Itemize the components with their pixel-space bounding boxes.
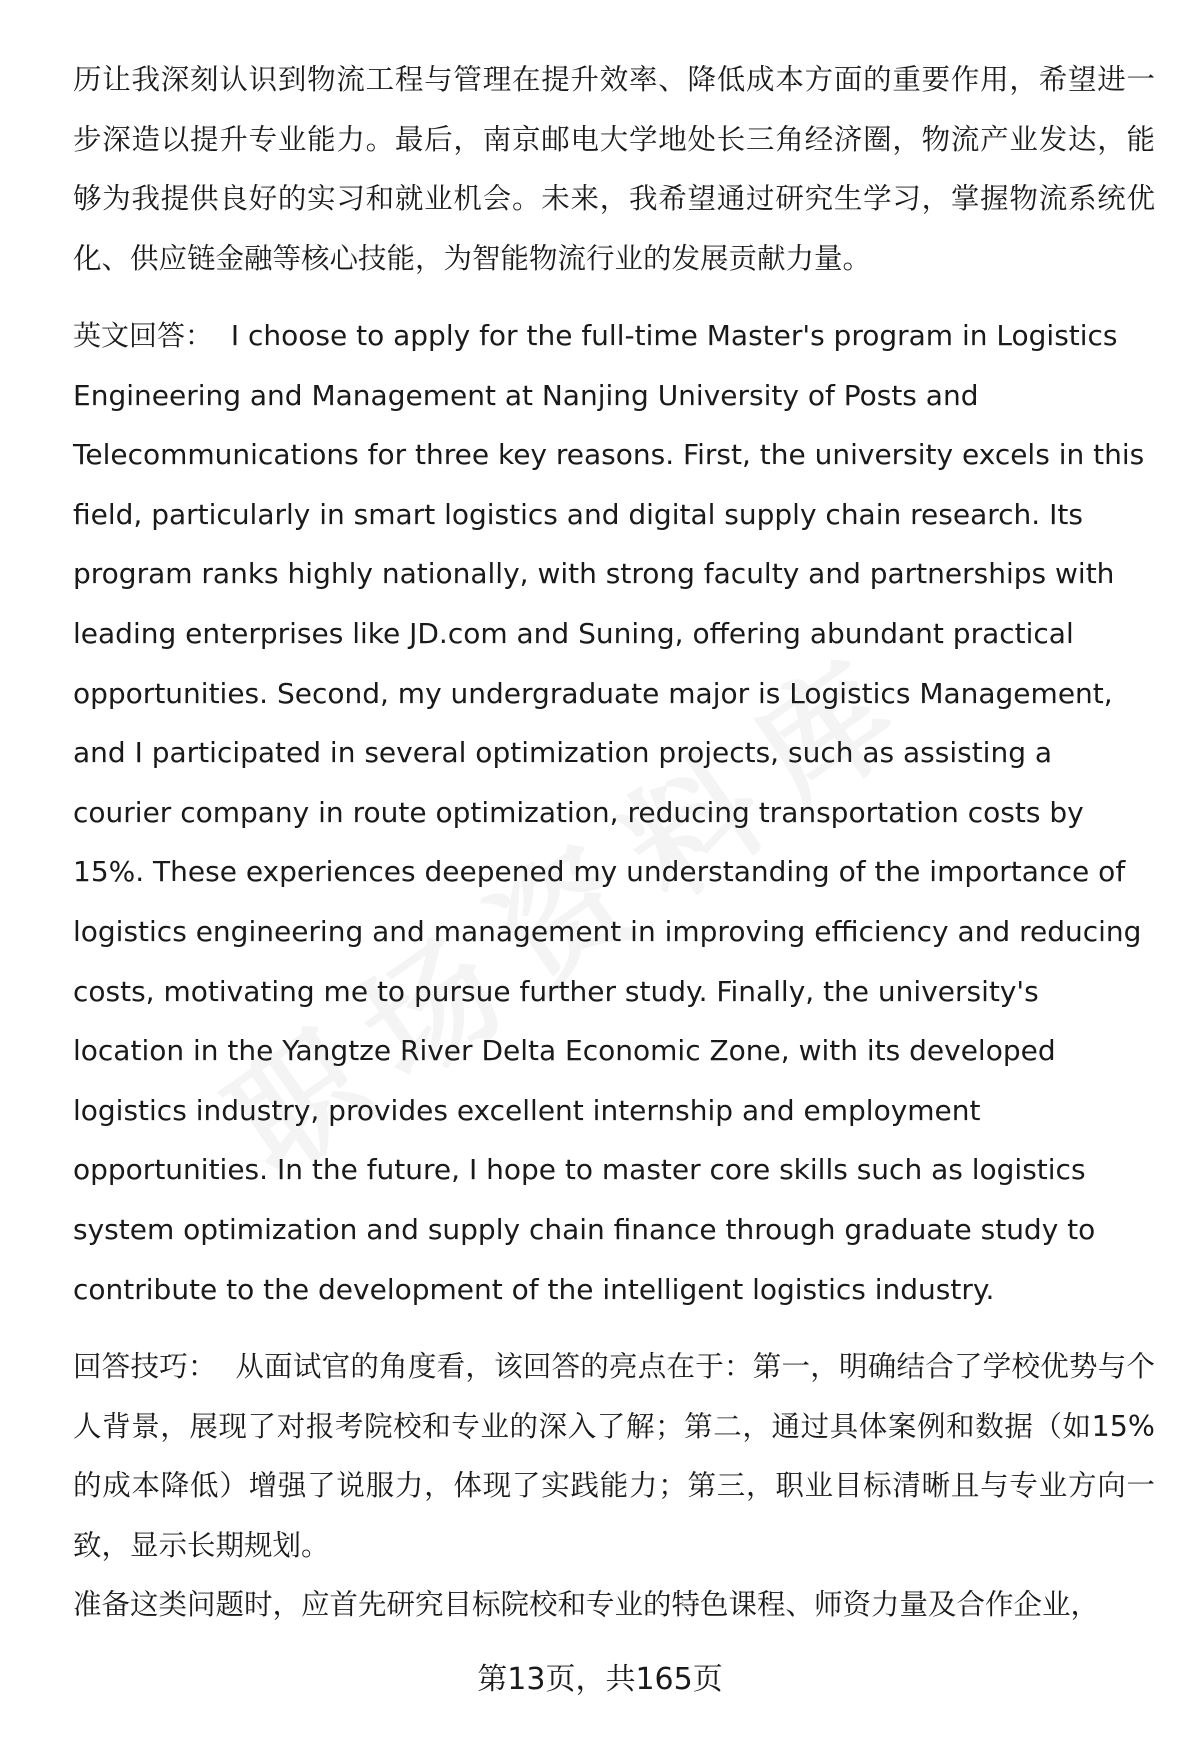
paragraph-text: 准备这类问题时，应首先研究目标院校和专业的特色课程、师资力量及合作企业， xyxy=(73,1588,1100,1622)
paragraph-answer-tips xyxy=(73,1337,1155,1575)
paragraph-preparation xyxy=(73,1575,1155,1635)
paragraph-label: 英文回答： xyxy=(73,319,214,352)
document-body xyxy=(73,50,1155,1635)
page-number-footer: 第13页，共165页 xyxy=(477,1662,723,1697)
paragraph-text: 历让我深刻认识到物流工程与管理在提升效率、降低成本方面的重要作用，希望进一步深造以提升专业能力。最后，南京邮电大学地处长三角经济圈，物流产业发达，能够为我提供良好的实习和就业机会。未来，我希望通过研究生学习，掌握物流系统优化、供应链金融等核心技能，为智能物流行业的发展贡献力量。 xyxy=(73,63,1155,275)
paragraph-text: I choose to apply for the full-time Master's program in Logistics Engineering and Management at Nanjing University of Posts and Telecommunications for three key reasons. First, the university excels in this field, particularly in smart logistics and digital supply chain research. Its program ranks highly nationally, with strong faculty and partnerships with leading enterprises like JD.com and Suning, offering abundant practical opportunities. Second, my undergraduate major is Logistics Management, and I participated in several optimization projects, such as assisting a courier company in route optimization, reducing transportation costs by 15%. These experiences deepened my understanding of the importance of logistics engineering and management in improving efficiency and reducing costs, motivating me to pursue further study. Finally, the university's location in the Yangtze River Delta Economic Zone, with its developed logistics industry, provides excellent internship and employment opportunities. In the future, I hope to master core skills such as logistics system optimization and supply chain finance through graduate study to contribute to the development of the intelligent logistics industry. xyxy=(73,319,1145,1306)
paragraph-english-answer xyxy=(73,306,1155,1319)
paragraph-label: 回答技巧： xyxy=(73,1350,217,1384)
paragraph-text: 从面试官的角度看，该回答的亮点在于：第一，明确结合了学校优势与个人背景，展现了对报考院校和专业的深入了解；第二，通过具体案例和数据（如15%的成本降低）增强了说服力，体现了实践能力；第三，职业目标清晰且与专业方向一致，显示长期规划。 xyxy=(73,1350,1155,1562)
paragraph-chinese-answer-continued xyxy=(73,50,1155,288)
